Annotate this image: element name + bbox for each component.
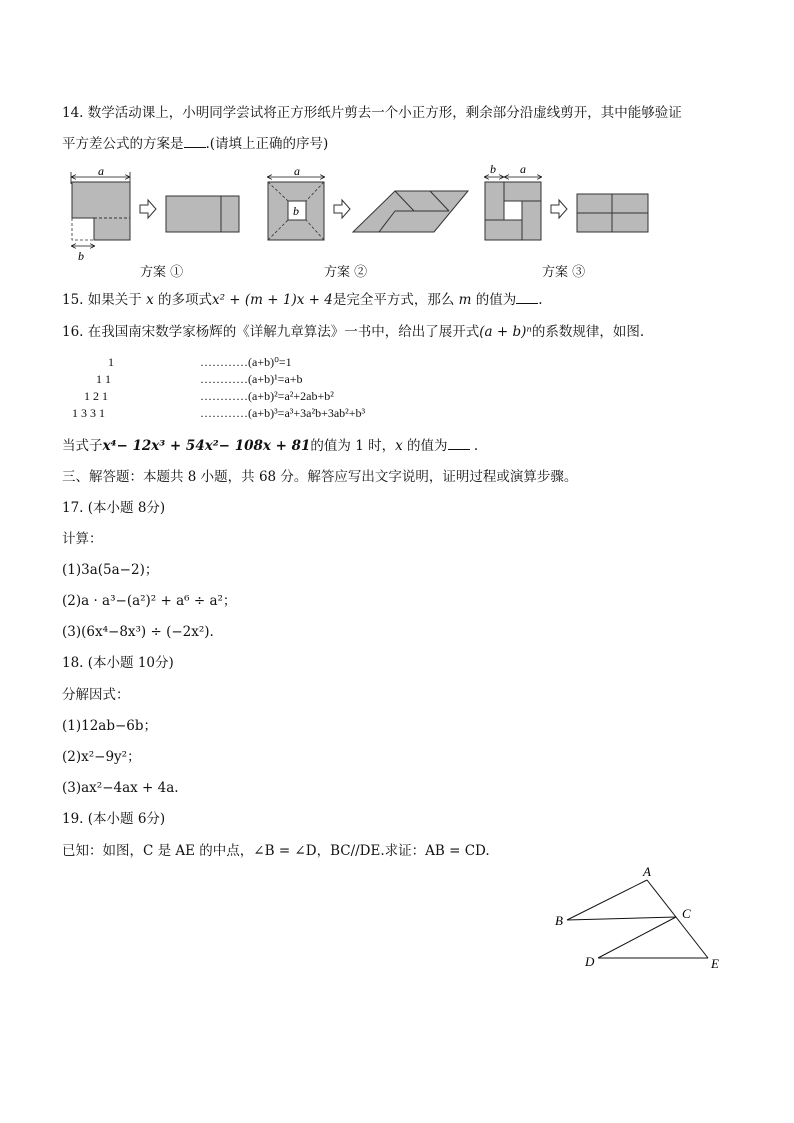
point-a-label: A bbox=[643, 864, 651, 879]
scheme2-label-b: b bbox=[293, 204, 299, 218]
q15-post: 是完全平方式，那么 bbox=[332, 292, 455, 308]
pascal-row-0: 1 bbox=[108, 355, 114, 369]
scheme-3-caption: 方案 ③ bbox=[542, 265, 586, 280]
q16-line2-tail: 的值为 bbox=[407, 438, 448, 454]
expansion-row-0: …………(a+b)⁰=1 bbox=[200, 355, 292, 369]
q16-answer-blank bbox=[448, 437, 470, 450]
expansion-row-1: …………(a+b)¹=a+b bbox=[200, 372, 303, 386]
scheme-2-figure bbox=[268, 164, 468, 240]
scheme2-label-a: a bbox=[294, 164, 300, 178]
q16-line1-post: 的系数规律，如图. bbox=[531, 324, 645, 340]
q14-diagrams bbox=[0, 160, 794, 280]
q14-line1: 14. 数学活动课上，小明同学尝试将正方形纸片剪去一个小正方形，剩余部分沿虚线剪开，其中能够验证 bbox=[62, 105, 682, 121]
scheme3-label-a: a bbox=[520, 162, 526, 176]
expansion-row-3: …………(a+b)³=a³+3a²b+3ab²+b³ bbox=[200, 406, 366, 420]
scheme2-arrow-icon bbox=[334, 200, 350, 218]
q14-line2-post: .(请填上正确的序号) bbox=[205, 136, 329, 152]
q15-line bbox=[62, 291, 543, 309]
segment-bc bbox=[567, 917, 676, 920]
q16-expr: (a + b)ⁿ bbox=[479, 324, 532, 340]
scheme-1-caption: 方案 ① bbox=[140, 265, 184, 280]
scheme1-label-a: a bbox=[98, 164, 104, 178]
q17-item-2: (2)a · a³−(a²)² + a⁶ ÷ a²； bbox=[62, 593, 237, 609]
scheme-2-caption: 方案 ② bbox=[324, 265, 368, 280]
q15-var-x: x bbox=[146, 292, 154, 308]
q15-var-m: m bbox=[458, 292, 472, 308]
q16-line1-pre: 16. 在我国南宋数学家杨辉的《详解九章算法》一书中，给出了展开式 bbox=[62, 324, 480, 340]
q15-pre: 15. 如果关于 bbox=[62, 292, 142, 308]
q15-end: . bbox=[538, 292, 543, 308]
q17-prompt: 计算： bbox=[62, 531, 103, 547]
section-3-heading: 三、解答题：本题共 8 小题，共 68 分。解答应写出文字说明，证明过程或演算步骤。 bbox=[62, 469, 578, 485]
segment-dc bbox=[598, 917, 676, 958]
q19-statement: 已知：如图，C 是 AE 的中点，∠B = ∠D，BC//DE.求证：AB = CD. bbox=[62, 843, 490, 859]
q18-title: 18. (本小题 10分) bbox=[62, 655, 174, 671]
q19-title: 19. (本小题 6分) bbox=[62, 811, 166, 827]
q16-line2-expr: x⁴− 12x³ + 54x²− 108x + 81 bbox=[102, 438, 311, 454]
q15-answer-blank bbox=[516, 291, 538, 304]
q17-title: 17. (本小题 8分) bbox=[62, 500, 166, 516]
q18-item-3: (3)ax²−4ax + 4a. bbox=[62, 780, 179, 796]
q14-line2 bbox=[62, 135, 328, 153]
scheme1-arrow-icon bbox=[140, 200, 156, 218]
q16-line1 bbox=[62, 323, 644, 341]
point-c-label: C bbox=[682, 906, 691, 921]
segment-ab bbox=[567, 880, 647, 920]
q16-line2-mid: 的值为 1 时， bbox=[310, 438, 396, 454]
segment-ae bbox=[647, 880, 708, 958]
scheme-1-figure bbox=[71, 164, 239, 263]
scheme-3-figure bbox=[485, 162, 648, 240]
q18-item-1: (1)12ab−6b； bbox=[62, 718, 158, 734]
scheme1-label-b: b bbox=[78, 249, 84, 263]
q16-line2-var: x bbox=[395, 438, 403, 454]
point-e-label: E bbox=[711, 956, 719, 971]
q18-item-2: (2)x²−9y²； bbox=[62, 749, 141, 765]
q16-line2-end: . bbox=[473, 438, 479, 454]
pascal-row-1: 1 1 bbox=[96, 372, 111, 386]
q19-geometry-figure bbox=[0, 860, 794, 980]
point-b-label: B bbox=[555, 913, 563, 928]
q17-item-3: (3)(6x⁴−8x³) ÷ (−2x²). bbox=[62, 624, 214, 640]
q14-answer-blank bbox=[184, 135, 206, 148]
scheme3-label-b: b bbox=[490, 162, 496, 176]
q14-line2-pre: 平方差公式的方案是 bbox=[62, 136, 184, 152]
pascal-row-2: 1 2 1 bbox=[84, 389, 108, 403]
q15-tail: 的值为 bbox=[475, 292, 517, 308]
pascal-row-3: 1 3 3 1 bbox=[72, 406, 105, 420]
q16-line2 bbox=[62, 437, 478, 455]
scheme3-arrow-icon bbox=[551, 200, 567, 218]
q17-item-1: (1)3a(5a−2)； bbox=[62, 562, 159, 578]
q18-prompt: 分解因式： bbox=[62, 687, 130, 703]
q15-expression: x² + (m + 1)x + 4 bbox=[211, 292, 333, 308]
q15-mid: 的多项式 bbox=[157, 292, 212, 308]
point-d-label: D bbox=[585, 954, 595, 969]
q16-line2-pre: 当式子 bbox=[62, 438, 103, 454]
expansion-row-2: …………(a+b)²=a²+2ab+b² bbox=[200, 389, 334, 403]
